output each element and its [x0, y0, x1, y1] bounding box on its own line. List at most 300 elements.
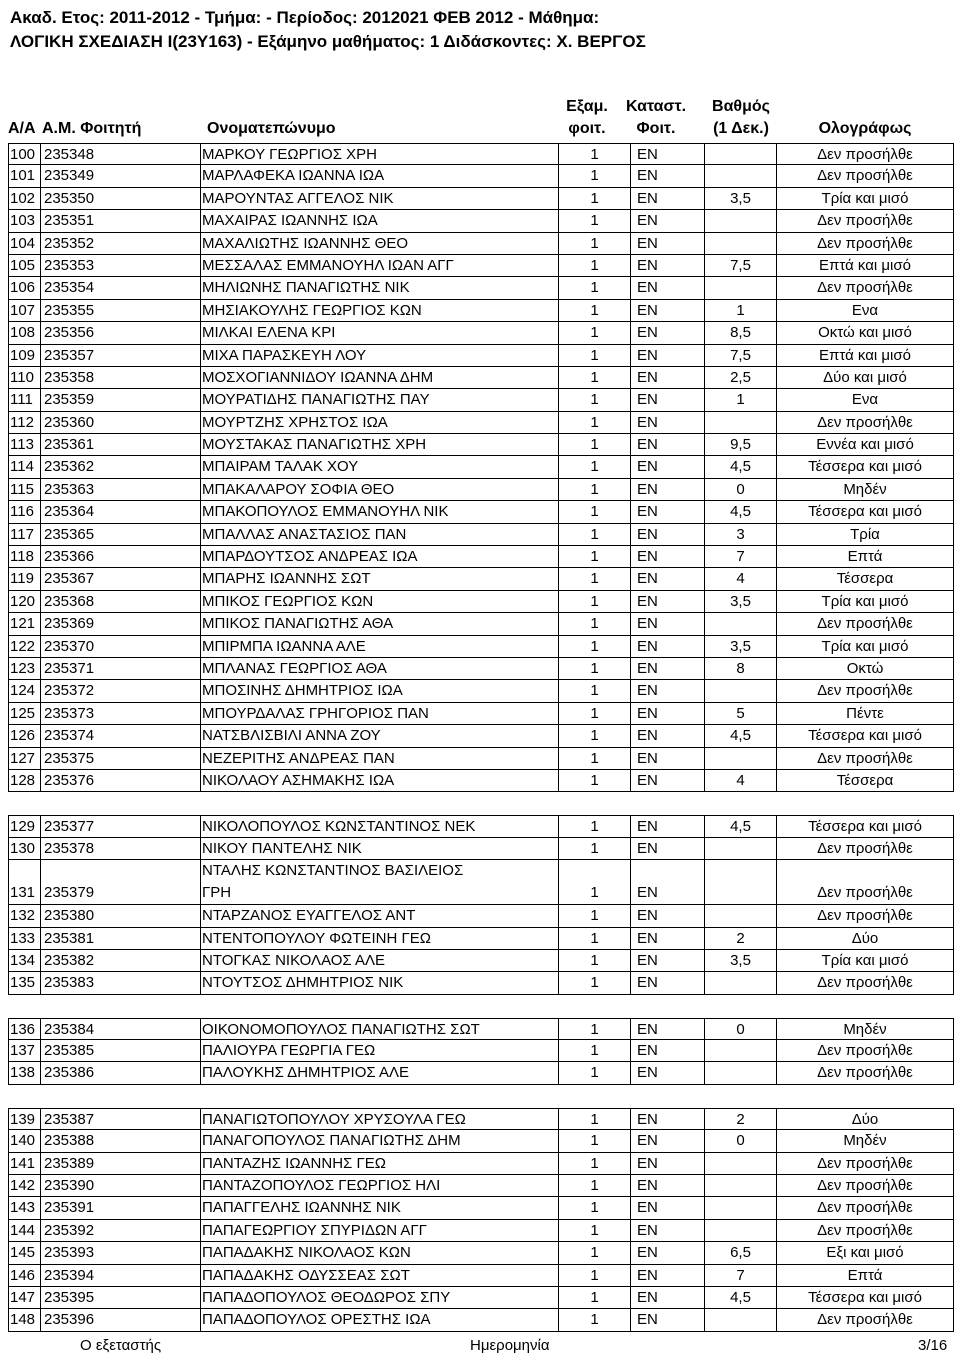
status-cell: ΕΝ [630, 1242, 704, 1264]
grades-table [8, 143, 954, 1332]
table-row [8, 524, 954, 546]
student-name-cell: ΠΑΝΤΑΖΟΠΟΥΛΟΣ ΓΕΩΡΓΙΟΣ ΗΛΙ [200, 1175, 558, 1197]
row-number-cell: 106 [8, 277, 40, 299]
student-id-cell: 235368 [40, 591, 200, 613]
student-id-cell: 235361 [40, 434, 200, 456]
row-number-cell: 135 [8, 972, 40, 994]
student-id-cell: 235371 [40, 658, 200, 680]
student-name-cell: ΜΠΑΡΗΣ ΙΩΑΝΝΗΣ ΣΩΤ [200, 568, 558, 590]
exam-semester-cell: 1 [558, 367, 630, 389]
table-row [8, 568, 954, 590]
student-name-cell: ΜΗΛΙΩΝΗΣ ΠΑΝΑΓΙΩΤΗΣ ΝΙΚ [200, 277, 558, 299]
student-name-cell: ΝΙΚΟΛΑΟΥ ΑΣΗΜΑΚΗΣ ΙΩΑ [200, 770, 558, 792]
table-row [8, 815, 954, 837]
status-cell: ΕΝ [630, 165, 704, 187]
grade-cell: 8,5 [704, 322, 776, 344]
exam-semester-cell: 1 [558, 1265, 630, 1287]
header-status-line-2: Φοιτ. [636, 120, 676, 137]
grade-cell: 4,5 [704, 725, 776, 747]
grade-in-words-cell: Τέσσερα και μισό [776, 815, 954, 837]
status-cell: ΕΝ [630, 322, 704, 344]
student-name-cell: ΠΑΝΤΑΖΗΣ ΙΩΑΝΝΗΣ ΓΕΩ [200, 1153, 558, 1175]
table-row [8, 1018, 954, 1040]
exam-semester-cell: 1 [558, 1153, 630, 1175]
table-row [8, 501, 954, 523]
status-cell: ΕΝ [630, 1265, 704, 1287]
grade-cell: 5 [704, 703, 776, 725]
grade-cell: 1 [704, 389, 776, 411]
table-row [8, 300, 954, 322]
student-name-cell: ΜΙΛΚΑΙ ΕΛΕΝΑ ΚΡΙ [200, 322, 558, 344]
exam-semester-cell: 1 [558, 568, 630, 590]
table-row [8, 860, 954, 905]
grade-in-words-cell: Τρία και μισό [776, 591, 954, 613]
document-title [10, 6, 950, 54]
exam-semester-cell: 1 [558, 636, 630, 658]
table-row [8, 770, 954, 792]
row-number-cell: 128 [8, 770, 40, 792]
row-number-cell: 137 [8, 1040, 40, 1062]
student-id-cell: 235380 [40, 905, 200, 927]
student-name-cell: ΜΠΟΣΙΝΗΣ ΔΗΜΗΤΡΙΟΣ ΙΩΑ [200, 680, 558, 702]
student-name-cell: ΜΠΑΚΟΠΟΥΛΟΣ ΕΜΜΑΝΟΥΗΛ ΝΙΚ [200, 501, 558, 523]
grade-cell [704, 412, 776, 434]
grade-in-words-cell: Οκτώ [776, 658, 954, 680]
grade-cell: 7,5 [704, 255, 776, 277]
student-name-cell: ΜΠΙΚΟΣ ΠΑΝΑΓΙΩΤΗΣ ΑΘΑ [200, 613, 558, 635]
grade-cell: 4,5 [704, 456, 776, 478]
grade-cell: 3,5 [704, 636, 776, 658]
status-cell: ΕΝ [630, 188, 704, 210]
status-cell: ΕΝ [630, 345, 704, 367]
status-cell: ΕΝ [630, 233, 704, 255]
grade-cell: 7 [704, 546, 776, 568]
status-cell: ΕΝ [630, 658, 704, 680]
table-row [8, 389, 954, 411]
student-id-cell: 235363 [40, 479, 200, 501]
student-id-cell: 235365 [40, 524, 200, 546]
date-label: Ημερομηνία [470, 1337, 550, 1354]
student-name-cell: ΝΑΤΣΒΛΙΣΒΙΛΙ ΑΝΝΑ ΖΟΥ [200, 725, 558, 747]
grade-in-words-cell: Δύο [776, 928, 954, 950]
row-number-cell: 104 [8, 233, 40, 255]
row-number-cell: 102 [8, 188, 40, 210]
grade-in-words-cell: Εξι και μισό [776, 1242, 954, 1264]
student-id-cell: 235389 [40, 1153, 200, 1175]
exam-semester-cell: 1 [558, 928, 630, 950]
table-row [8, 748, 954, 770]
exam-semester-cell: 1 [558, 546, 630, 568]
grade-cell [704, 613, 776, 635]
grade-in-words-cell: Δύο και μισό [776, 367, 954, 389]
row-number-cell: 142 [8, 1175, 40, 1197]
grade-cell [704, 680, 776, 702]
grade-cell: 1 [704, 300, 776, 322]
table-row [8, 1153, 954, 1175]
status-cell: ΕΝ [630, 972, 704, 994]
student-name-cell: ΝΤΕΝΤΟΠΟΥΛΟΥ ΦΩΤΕΙΝΗ ΓΕΩ [200, 928, 558, 950]
exam-semester-cell: 1 [558, 1197, 630, 1219]
grade-in-words-cell: Δεν προσήλθε [776, 613, 954, 635]
student-name-cell: ΜΠΑΡΔΟΥΤΣΟΣ ΑΝΔΡΕΑΣ ΙΩΑ [200, 546, 558, 568]
table-row [8, 456, 954, 478]
table-row [8, 950, 954, 972]
column-headers [8, 96, 954, 142]
row-number-cell: 129 [8, 815, 40, 837]
student-id-cell: 235396 [40, 1309, 200, 1331]
grade-in-words-cell: Τρία και μισό [776, 188, 954, 210]
row-number-cell: 108 [8, 322, 40, 344]
row-number-cell: 110 [8, 367, 40, 389]
table-row [8, 680, 954, 702]
table-row [8, 658, 954, 680]
row-number-cell: 145 [8, 1242, 40, 1264]
row-number-cell: 112 [8, 412, 40, 434]
grade-cell: 2 [704, 1108, 776, 1130]
row-number-cell: 118 [8, 546, 40, 568]
examiner-label: Ο εξεταστής [80, 1337, 162, 1354]
row-number-cell: 109 [8, 345, 40, 367]
student-id-cell: 235369 [40, 613, 200, 635]
grade-cell: 2,5 [704, 367, 776, 389]
status-cell: ΕΝ [630, 210, 704, 232]
status-cell: ΕΝ [630, 950, 704, 972]
grade-in-words-cell: Δεν προσήλθε [776, 1062, 954, 1084]
table-row [8, 591, 954, 613]
status-cell: ΕΝ [630, 905, 704, 927]
row-number-cell: 140 [8, 1130, 40, 1152]
exam-semester-cell: 1 [558, 748, 630, 770]
table-block [8, 1108, 954, 1332]
row-number-cell: 148 [8, 1309, 40, 1331]
student-name-cell: ΝΤΟΥΤΣΟΣ ΔΗΜΗΤΡΙΟΣ ΝΙΚ [200, 972, 558, 994]
grade-in-words-cell: Τρία και μισό [776, 636, 954, 658]
exam-semester-cell: 1 [558, 860, 630, 905]
student-name-cell: ΜΠΟΥΡΔΑΛΑΣ ΓΡΗΓΟΡΙΟΣ ΠΑΝ [200, 703, 558, 725]
grade-cell [704, 233, 776, 255]
exam-semester-cell: 1 [558, 210, 630, 232]
student-name-cell: ΝΙΚΟΛΟΠΟΥΛΟΣ ΚΩΝΣΤΑΝΤΙΝΟΣ ΝΕΚ [200, 815, 558, 837]
status-cell: ΕΝ [630, 928, 704, 950]
exam-semester-cell: 1 [558, 1108, 630, 1130]
table-row [8, 1108, 954, 1130]
student-id-cell: 235355 [40, 300, 200, 322]
table-row [8, 1265, 954, 1287]
student-name-cell: ΜΙΧΑ ΠΑΡΑΣΚΕΥΗ ΛΟΥ [200, 345, 558, 367]
grade-cell [704, 972, 776, 994]
table-block [8, 143, 954, 792]
grade-cell [704, 165, 776, 187]
exam-semester-cell: 1 [558, 1220, 630, 1242]
row-number-cell: 107 [8, 300, 40, 322]
student-id-cell: 235373 [40, 703, 200, 725]
exam-semester-cell: 1 [558, 658, 630, 680]
exam-semester-cell: 1 [558, 680, 630, 702]
student-name-cell: ΜΑΧΑΛΙΩΤΗΣ ΙΩΑΝΝΗΣ ΘΕΟ [200, 233, 558, 255]
row-number-cell: 146 [8, 1265, 40, 1287]
table-block [8, 1018, 954, 1085]
grade-cell [704, 1153, 776, 1175]
student-id-cell: 235359 [40, 389, 200, 411]
exam-semester-cell: 1 [558, 456, 630, 478]
grade-in-words-cell: Ενα [776, 300, 954, 322]
grade-in-words-cell: Δεν προσήλθε [776, 860, 954, 905]
status-cell: ΕΝ [630, 1040, 704, 1062]
grade-in-words-cell: Δεν προσήλθε [776, 1197, 954, 1219]
student-name-cell: ΜΟΣΧΟΓΙΑΝΝΙΔΟΥ ΙΩΑΝΝΑ ΔΗΜ [200, 367, 558, 389]
exam-semester-cell: 1 [558, 1018, 630, 1040]
student-id-cell: 235356 [40, 322, 200, 344]
student-id-cell: 235382 [40, 950, 200, 972]
grade-in-words-cell: Δύο [776, 1108, 954, 1130]
student-id-cell: 235348 [40, 143, 200, 165]
row-number-cell: 111 [8, 389, 40, 411]
status-cell: ΕΝ [630, 1062, 704, 1084]
table-row [8, 636, 954, 658]
status-cell: ΕΝ [630, 479, 704, 501]
grade-cell: 4 [704, 568, 776, 590]
exam-semester-cell: 1 [558, 143, 630, 165]
grade-cell [704, 143, 776, 165]
exam-semester-cell: 1 [558, 501, 630, 523]
student-name-cell: ΠΑΛΙΟΥΡΑ ΓΕΩΡΓΙΑ ΓΕΩ [200, 1040, 558, 1062]
table-row [8, 1309, 954, 1331]
student-id-cell: 235374 [40, 725, 200, 747]
student-name-cell: ΠΑΠΑΔΑΚΗΣ ΟΔΥΣΣΕΑΣ ΣΩΤ [200, 1265, 558, 1287]
student-id-cell: 235381 [40, 928, 200, 950]
table-row [8, 546, 954, 568]
status-cell: ΕΝ [630, 277, 704, 299]
grade-in-words-cell: Επτά [776, 1265, 954, 1287]
status-cell: ΕΝ [630, 1018, 704, 1040]
grade-in-words-cell: Οκτώ και μισό [776, 322, 954, 344]
header-exam-line-1: Εξαμ. [566, 98, 608, 115]
grade-in-words-cell: Τέσσερα και μισό [776, 501, 954, 523]
student-id-cell: 235377 [40, 815, 200, 837]
grade-cell [704, 905, 776, 927]
exam-semester-cell: 1 [558, 1175, 630, 1197]
row-number-cell: 131 [8, 860, 40, 905]
exam-semester-cell: 1 [558, 389, 630, 411]
status-cell: ΕΝ [630, 389, 704, 411]
student-id-cell: 235349 [40, 165, 200, 187]
student-id-cell: 235367 [40, 568, 200, 590]
grade-cell: 2 [704, 928, 776, 950]
grade-cell: 8 [704, 658, 776, 680]
row-number-cell: 126 [8, 725, 40, 747]
grade-in-words-cell: Δεν προσήλθε [776, 748, 954, 770]
row-number-cell: 136 [8, 1018, 40, 1040]
exam-semester-cell: 1 [558, 479, 630, 501]
block-spacer [8, 792, 954, 815]
student-id-cell: 235384 [40, 1018, 200, 1040]
exam-semester-cell: 1 [558, 1062, 630, 1084]
grade-cell [704, 748, 776, 770]
grade-in-words-cell: Τρία και μισό [776, 950, 954, 972]
student-name-cell: ΠΑΠΑΔΟΠΟΥΛΟΣ ΟΡΕΣΤΗΣ ΙΩΑ [200, 1309, 558, 1331]
grade-in-words-cell: Μηδέν [776, 479, 954, 501]
student-name-cell: ΝΕΖΕΡΙΤΗΣ ΑΝΔΡΕΑΣ ΠΑΝ [200, 748, 558, 770]
exam-semester-cell: 1 [558, 838, 630, 860]
student-id-cell: 235362 [40, 456, 200, 478]
student-name-cell: ΠΑΠΑΔΟΠΟΥΛΟΣ ΘΕΟΔΩΡΟΣ ΣΠΥ [200, 1287, 558, 1309]
student-name-cell: ΜΑΡΛΑΦΕΚΑ ΙΩΑΝΝΑ ΙΩΑ [200, 165, 558, 187]
header-am: Α.Μ. Φοιτητή [42, 120, 142, 137]
row-number-cell: 100 [8, 143, 40, 165]
row-number-cell: 121 [8, 613, 40, 635]
student-name-cell: ΠΑΛΟΥΚΗΣ ΔΗΜΗΤΡΙΟΣ ΑΛΕ [200, 1062, 558, 1084]
student-id-cell: 235378 [40, 838, 200, 860]
grade-in-words-cell: Δεν προσήλθε [776, 905, 954, 927]
student-name-cell: ΜΑΡΟΥΝΤΑΣ ΑΓΓΕΛΟΣ ΝΙΚ [200, 188, 558, 210]
grade-cell: 0 [704, 1130, 776, 1152]
grade-cell [704, 1062, 776, 1084]
status-cell: ΕΝ [630, 1197, 704, 1219]
row-number-cell: 123 [8, 658, 40, 680]
status-cell: ΕΝ [630, 501, 704, 523]
grade-cell [704, 1040, 776, 1062]
student-id-cell: 235394 [40, 1265, 200, 1287]
grade-in-words-cell: Επτά και μισό [776, 255, 954, 277]
table-row [8, 345, 954, 367]
grade-cell: 9,5 [704, 434, 776, 456]
table-row [8, 838, 954, 860]
header-grade-line-2: (1 Δεκ.) [713, 120, 769, 137]
table-row [8, 1242, 954, 1264]
block-spacer [8, 1085, 954, 1108]
grade-cell: 3 [704, 524, 776, 546]
student-name-cell: ΜΑΡΚΟΥ ΓΕΩΡΓΙΟΣ ΧΡΗ [200, 143, 558, 165]
student-name-cell: ΜΕΣΣΑΛΑΣ ΕΜΜΑΝΟΥΗΛ ΙΩΑΝ ΑΓΓ [200, 255, 558, 277]
table-row [8, 1175, 954, 1197]
grade-cell [704, 1220, 776, 1242]
row-number-cell: 113 [8, 434, 40, 456]
exam-semester-cell: 1 [558, 591, 630, 613]
table-block [8, 815, 954, 994]
grade-in-words-cell: Επτά και μισό [776, 345, 954, 367]
title-line-1: Ακαδ. Ετος: 2011-2012 - Τμήμα: - Περίοδος: 2012021 ΦΕΒ 2012 - Μάθημα: [10, 8, 600, 27]
grade-cell: 0 [704, 479, 776, 501]
grade-in-words-cell: Πέντε [776, 703, 954, 725]
exam-semester-cell: 1 [558, 434, 630, 456]
table-row [8, 613, 954, 635]
grade-cell: 3,5 [704, 950, 776, 972]
grade-cell: 4,5 [704, 815, 776, 837]
student-id-cell: 235386 [40, 1062, 200, 1084]
row-number-cell: 130 [8, 838, 40, 860]
row-number-cell: 133 [8, 928, 40, 950]
table-row [8, 1287, 954, 1309]
status-cell: ΕΝ [630, 1309, 704, 1331]
grade-in-words-cell: Δεν προσήλθε [776, 143, 954, 165]
exam-semester-cell: 1 [558, 972, 630, 994]
table-row [8, 322, 954, 344]
table-row [8, 210, 954, 232]
status-cell: ΕΝ [630, 636, 704, 658]
title-line-2: ΛΟΓΙΚΗ ΣΧΕΔΙΑΣΗ Ι(23Υ163) - Εξάμηνο μαθήματος: 1 Διδάσκοντες: Χ. ΒΕΡΓΟΣ [10, 32, 646, 51]
table-row [8, 479, 954, 501]
student-name-cell: ΜΟΥΡΤΖΗΣ ΧΡΗΣΤΟΣ ΙΩΑ [200, 412, 558, 434]
student-id-cell: 235352 [40, 233, 200, 255]
grade-in-words-cell: Τέσσερα και μισό [776, 1287, 954, 1309]
table-row [8, 905, 954, 927]
row-number-cell: 119 [8, 568, 40, 590]
grade-in-words-cell: Δεν προσήλθε [776, 1153, 954, 1175]
grade-in-words-cell: Επτά [776, 546, 954, 568]
student-id-cell: 235390 [40, 1175, 200, 1197]
exam-semester-cell: 1 [558, 815, 630, 837]
grade-cell: 0 [704, 1018, 776, 1040]
student-name-cell: ΝΤΑΡΖΑΝΟΣ ΕΥΑΓΓΕΛΟΣ ΑΝΤ [200, 905, 558, 927]
student-id-cell: 235358 [40, 367, 200, 389]
grade-cell [704, 1175, 776, 1197]
status-cell: ΕΝ [630, 725, 704, 747]
table-row [8, 367, 954, 389]
grade-in-words-cell: Δεν προσήλθε [776, 838, 954, 860]
grade-in-words-cell: Τέσσερα και μισό [776, 456, 954, 478]
row-number-cell: 125 [8, 703, 40, 725]
table-row [8, 277, 954, 299]
student-name-cell: ΜΠΑΙΡΑΜ ΤΑΛΑΚ ΧΟΥ [200, 456, 558, 478]
student-name-cell: ΜΠΛΑΝΑΣ ΓΕΩΡΓΙΟΣ ΑΘΑ [200, 658, 558, 680]
status-cell: ΕΝ [630, 367, 704, 389]
exam-semester-cell: 1 [558, 277, 630, 299]
row-number-cell: 141 [8, 1153, 40, 1175]
exam-semester-cell: 1 [558, 165, 630, 187]
student-name-cell: ΝΤΑΛΗΣ ΚΩΝΣΤΑΝΤΙΝΟΣ ΒΑΣΙΛΕΙΟΣ ΓΡΗ [200, 860, 558, 905]
table-row [8, 1197, 954, 1219]
exam-semester-cell: 1 [558, 1130, 630, 1152]
grade-cell [704, 1309, 776, 1331]
student-id-cell: 235376 [40, 770, 200, 792]
table-row [8, 703, 954, 725]
grade-cell: 3,5 [704, 591, 776, 613]
table-row [8, 165, 954, 187]
table-row [8, 972, 954, 994]
status-cell: ΕΝ [630, 143, 704, 165]
grade-in-words-cell: Τέσσερα και μισό [776, 725, 954, 747]
row-number-cell: 116 [8, 501, 40, 523]
student-id-cell: 235395 [40, 1287, 200, 1309]
exam-semester-cell: 1 [558, 770, 630, 792]
status-cell: ΕΝ [630, 1108, 704, 1130]
grade-cell [704, 210, 776, 232]
row-number-cell: 143 [8, 1197, 40, 1219]
student-id-cell: 235385 [40, 1040, 200, 1062]
table-row [8, 412, 954, 434]
grade-cell: 3,5 [704, 188, 776, 210]
exam-semester-cell: 1 [558, 725, 630, 747]
grade-in-words-cell: Δεν προσήλθε [776, 1220, 954, 1242]
student-id-cell: 235364 [40, 501, 200, 523]
student-name-cell: ΜΠΙΡΜΠΑ ΙΩΑΝΝΑ ΑΛΕ [200, 636, 558, 658]
header-words: Ολογράφως [818, 120, 912, 137]
student-name-cell: ΝΤΟΓΚΑΣ ΝΙΚΟΛΑΟΣ ΑΛΕ [200, 950, 558, 972]
row-number-cell: 127 [8, 748, 40, 770]
header-exam-line-2: φοιτ. [568, 120, 606, 137]
grade-in-words-cell: Δεν προσήλθε [776, 1175, 954, 1197]
student-id-cell: 235357 [40, 345, 200, 367]
row-number-cell: 134 [8, 950, 40, 972]
row-number-cell: 103 [8, 210, 40, 232]
grade-in-words-cell: Εννέα και μισό [776, 434, 954, 456]
grade-in-words-cell: Δεν προσήλθε [776, 1309, 954, 1331]
grade-in-words-cell: Δεν προσήλθε [776, 165, 954, 187]
grade-cell [704, 277, 776, 299]
student-name-cell: ΠΑΝΑΓΟΠΟΥΛΟΣ ΠΑΝΑΓΙΩΤΗΣ ΔΗΜ [200, 1130, 558, 1152]
status-cell: ΕΝ [630, 613, 704, 635]
exam-semester-cell: 1 [558, 905, 630, 927]
